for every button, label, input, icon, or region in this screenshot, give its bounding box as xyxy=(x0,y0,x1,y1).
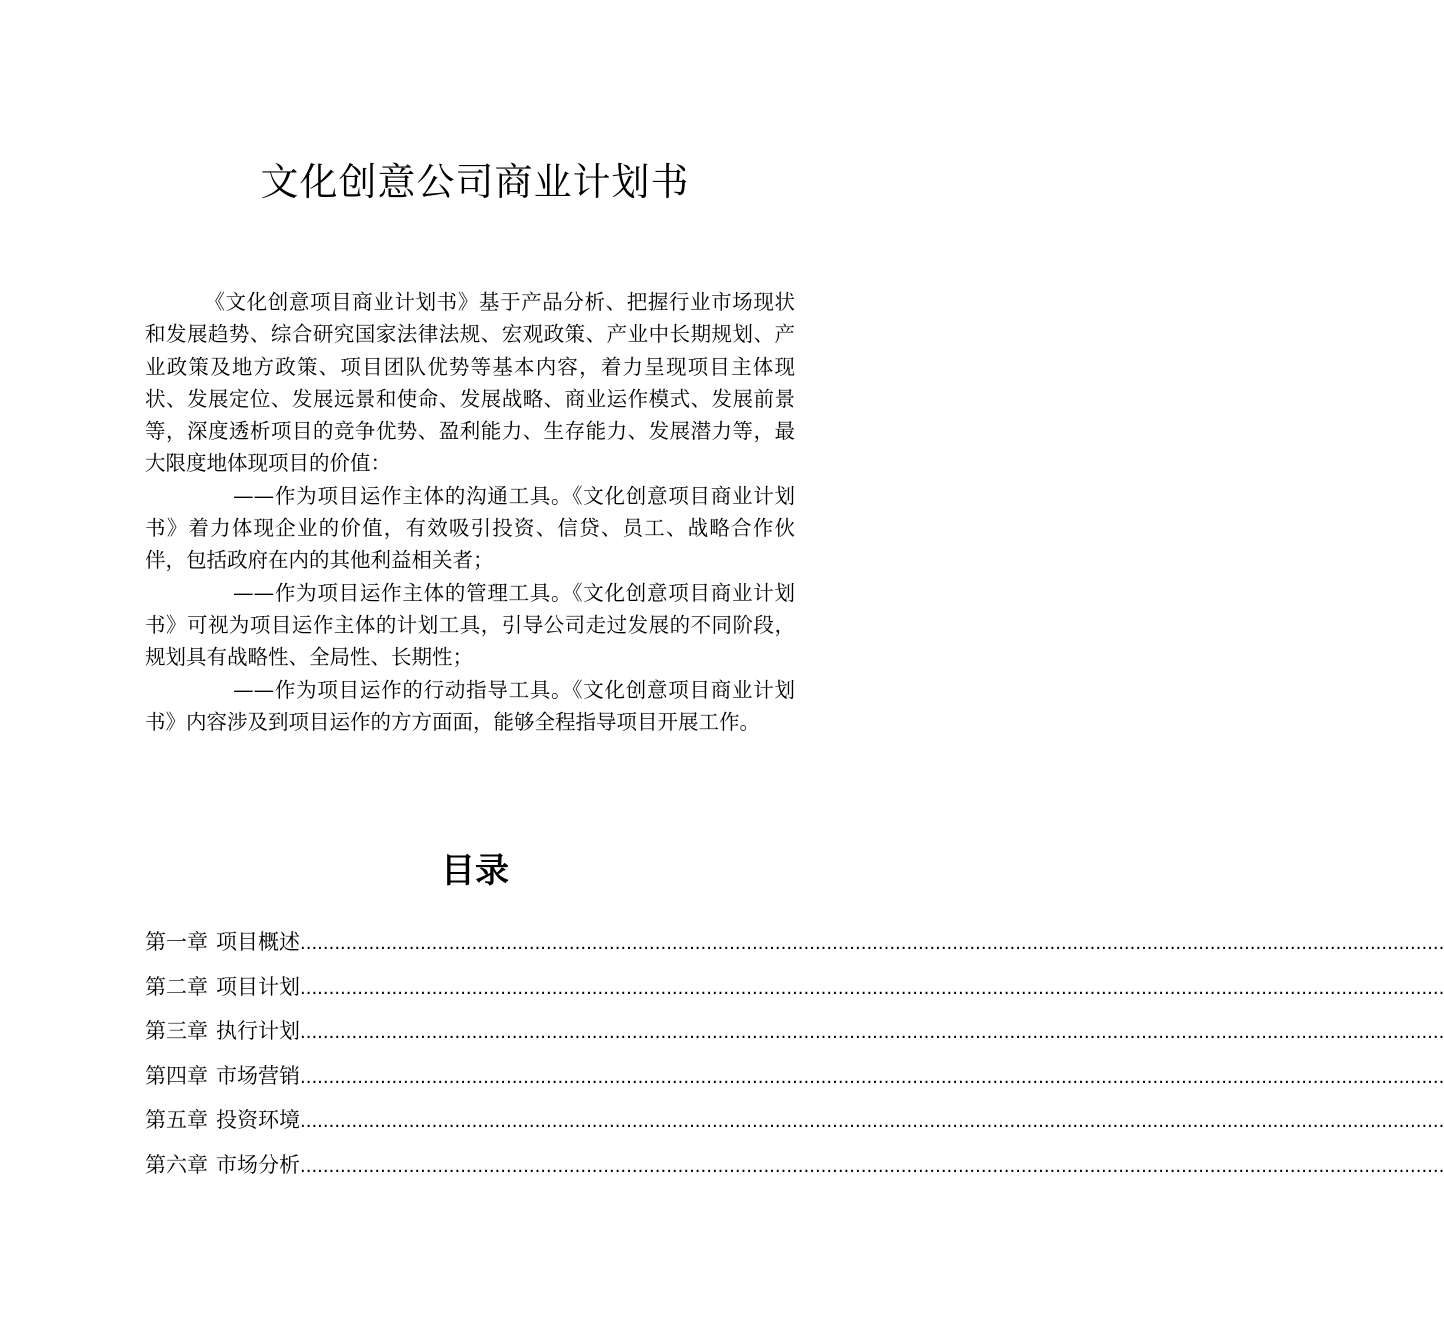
toc-entry[interactable] xyxy=(145,1098,1444,1143)
toc-dot-leader: ........................................................................................................................................................................................................ xyxy=(300,1066,1444,1088)
intro-paragraph: ——作为项目运作的行动指导工具。《文化创意项目商业计划书》内容涉及到项目运作的方方面面，能够全程指导项目开展工作。 xyxy=(145,677,795,734)
toc-chapter-number: 第五章 xyxy=(145,1108,208,1132)
toc-dot-leader: ........................................................................................................................................................................................................ xyxy=(300,1155,1444,1177)
toc-chapter-number: 第三章 xyxy=(145,1019,208,1043)
toc-chapter-number: 第二章 xyxy=(145,974,208,999)
toc-entry[interactable] xyxy=(145,1009,1444,1054)
toc-entry[interactable] xyxy=(145,1054,1444,1099)
toc-chapter-name: 市场分析 xyxy=(216,1152,300,1177)
toc-chapter-number: 第六章 xyxy=(145,1152,208,1177)
toc-dot-leader: ........................................................................................................................................................................................................ xyxy=(300,1111,1444,1132)
toc-entry[interactable] xyxy=(145,1143,1444,1188)
toc-chapter-number: 第一章 xyxy=(145,930,208,954)
intro-section xyxy=(145,286,795,738)
toc-chapter-name: 市场营销 xyxy=(216,1063,300,1088)
document-title: 文化创意公司商业计划书 xyxy=(260,160,690,204)
toc-chapter-name: 投资环境 xyxy=(216,1108,300,1132)
toc-chapter-name: 项目概述 xyxy=(216,930,300,954)
toc-entry[interactable] xyxy=(145,965,1444,1010)
toc-title: 目录 xyxy=(441,851,509,891)
intro-paragraph: ——作为项目运作主体的沟通工具。《文化创意项目商业计划书》着力体现企业的价值，有效吸引投资、信贷、员工、战略合作伙伴，包括政府在内的其他利益相关者； xyxy=(145,483,795,573)
toc-dot-leader: ........................................................................................................................................................................................................ xyxy=(300,933,1444,954)
toc-entry[interactable] xyxy=(145,920,1444,965)
toc-chapter-name: 项目计划 xyxy=(216,974,300,999)
toc-dot-leader: ........................................................................................................................................................................................................ xyxy=(300,977,1444,999)
toc-chapter-number: 第四章 xyxy=(145,1063,208,1088)
intro-paragraph: 《文化创意项目商业计划书》基于产品分析、把握行业市场现状和发展趋势、综合研究国家法律法规、宏观政策、产业中长期规划、产业政策及地方政策、项目团队优势等基本内容，着力呈现项目主体现状、发展定位、发展远景和使命、发展战略、商业运作模式、发展前景等，深度透析项目的竞争优势、盈利能力、生存能力、发展潜力等，最大限度地体现项目的价值： xyxy=(145,290,795,476)
toc-dot-leader: ........................................................................................................................................................................................................ xyxy=(300,1022,1444,1043)
toc-chapter-name: 执行计划 xyxy=(216,1019,300,1043)
intro-paragraph: ——作为项目运作主体的管理工具。《文化创意项目商业计划书》可视为项目运作主体的计划工具，引导公司走过发展的不同阶段，规划具有战略性、全局性、长期性； xyxy=(145,580,795,670)
table-of-contents xyxy=(145,920,1444,1187)
